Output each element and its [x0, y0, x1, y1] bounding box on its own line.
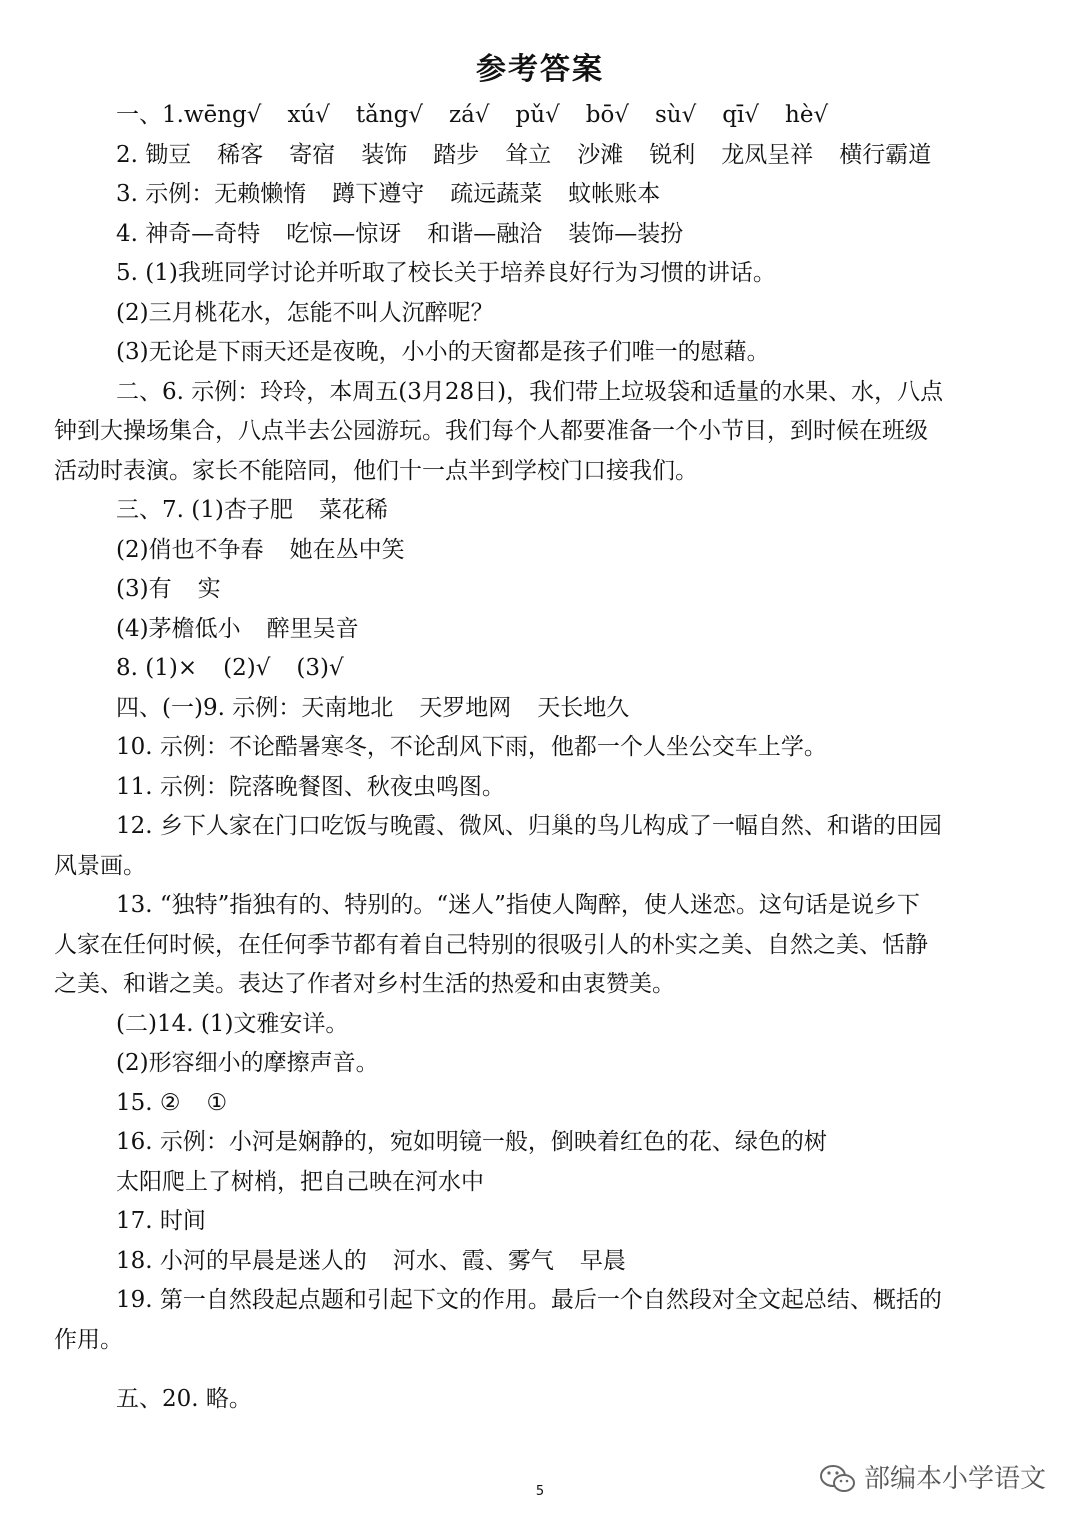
answer-segment: 活动时表演。家长不能陪同，他们十一点半到学校门口接我们。: [54, 457, 698, 484]
answer-segment: 装饰: [361, 141, 408, 168]
answer-segment: pǔ√: [515, 102, 560, 128]
answer-segment: bō√: [585, 102, 629, 128]
answer-segment: 菜花稀: [318, 497, 388, 523]
answer-segment: 11. 示例：院落晚餐图、秋夜虫鸣图。: [116, 773, 505, 800]
answer-segment: 10. 示例：不论酷暑寒冬，不论刮风下雨，他都一个人坐公交车上学。: [116, 734, 827, 760]
answer-line: [54, 728, 1029, 768]
answer-segment: 早晨: [579, 1247, 626, 1274]
answer-segment: 和谐—融洽: [427, 220, 543, 247]
answer-segment: 太阳爬上了树梢，把自己映在河水中: [116, 1168, 484, 1195]
answer-line: [54, 807, 1029, 847]
answer-line: [54, 333, 1029, 373]
answer-line: [54, 294, 1029, 334]
answer-line: [54, 254, 1029, 294]
answer-segment: 天罗地网: [419, 694, 512, 721]
answer-segment: 天长地久: [537, 694, 630, 721]
wechat-icon: [818, 1462, 858, 1496]
answer-segment: ①: [206, 1089, 228, 1116]
answer-segment: 锐利: [649, 141, 696, 168]
answer-segment: (2)形容细小的摩擦声音。: [116, 1050, 379, 1076]
answer-line: [54, 175, 1029, 215]
answer-line: [54, 1281, 1029, 1321]
answer-segment: zá√: [449, 102, 490, 128]
answer-segment: 蹲下遵守: [332, 181, 425, 207]
answer-line: [54, 1084, 1029, 1124]
answer-line: [54, 1321, 1029, 1361]
answer-segment: 实: [197, 576, 221, 602]
answer-line: [54, 452, 1029, 492]
answer-segment: 19. 第一自然段起点题和引起下文的作用。最后一个自然段对全文起总结、概括的: [116, 1287, 942, 1313]
answer-segment: 装饰—装扮: [568, 220, 684, 247]
answer-line: [54, 136, 1029, 176]
answer-segment: 五、20. 略。: [116, 1386, 252, 1412]
answer-line: [54, 1380, 1029, 1420]
answer-segment: 醉里吴音: [266, 615, 359, 642]
answer-segment: 她在丛中笑: [289, 536, 405, 563]
answer-segment: 作用。: [54, 1326, 123, 1353]
answer-segment: 5. (1)我班同学讨论并听取了校长关于培养良好行为习惯的讲话。: [116, 260, 776, 286]
answer-segment: 17. 时间: [116, 1208, 206, 1234]
answer-segment: sù√: [654, 102, 697, 128]
answer-segment: 2. 锄豆: [116, 141, 192, 168]
answer-line: [54, 412, 1029, 452]
answer-line: [54, 649, 1029, 689]
answer-segment: 18. 小河的早晨是迷人的: [116, 1247, 367, 1274]
answer-segment: 4. 神奇—奇特: [116, 220, 261, 247]
answer-segment: (3)有: [116, 576, 172, 602]
answer-segment: 8. (1)×: [116, 655, 198, 681]
answer-segment: 二、6. 示例：玲玲，本周五(3月28日)，我们带上垃圾袋和适量的水果、水，八点: [116, 378, 944, 405]
answer-segment: 钟到大操场集合，八点半去公园游玩。我们每个人都要准备一个小节目，到时候在班级: [54, 418, 928, 444]
answer-line: [54, 1242, 1029, 1282]
answer-segment: 风景画。: [54, 852, 146, 879]
answer-line: [54, 847, 1029, 887]
answer-segment: 3. 示例：无赖懒惰: [116, 181, 307, 207]
watermark-text: 部编本小学语文: [863, 1464, 1046, 1494]
answer-line: [54, 1202, 1029, 1242]
page-title: 参考答案: [476, 52, 604, 87]
answer-segment: hè√: [785, 102, 829, 128]
answer-line: [54, 531, 1029, 571]
answer-segment: 踏步: [433, 141, 480, 168]
answer-segment: (2)俏也不争春: [116, 536, 264, 563]
answer-segment: 一、1.wēng√: [116, 102, 262, 128]
answer-body: [54, 96, 1029, 1420]
answer-segment: 横行霸道: [839, 141, 932, 168]
spacer: [54, 1360, 1029, 1380]
answer-segment: 龙凤呈祥: [721, 141, 814, 168]
answer-segment: (二)14. (1)文雅安详。: [116, 1010, 349, 1037]
answer-segment: 沙滩: [577, 141, 624, 168]
page-number: 5: [535, 1484, 545, 1499]
answer-segment: (3)无论是下雨天还是夜晚，小小的天窗都是孩子们唯一的慰藉。: [116, 339, 770, 365]
answer-line: [54, 1005, 1029, 1045]
answer-segment: 蚊帐账本: [568, 181, 661, 207]
answer-segment: (4)茅檐低小: [116, 615, 241, 642]
answer-line: [54, 373, 1029, 413]
answer-segment: 人家在任何时候，在任何季节都有着自己特别的很吸引人的朴实之美、自然之美、恬静: [54, 931, 928, 958]
answer-segment: 12. 乡下人家在门口吃饭与晚霞、微风、归巢的鸟儿构成了一幅自然、和谐的田园: [116, 813, 942, 839]
answer-line: [54, 610, 1029, 650]
answer-line: [54, 96, 1029, 136]
answer-segment: 15. ②: [116, 1089, 181, 1116]
answer-segment: 疏远蔬菜: [450, 181, 543, 207]
answer-line: [54, 926, 1029, 966]
answer-line: [54, 1044, 1029, 1084]
answer-line: [54, 491, 1029, 531]
answer-segment: 耸立: [505, 141, 552, 168]
answer-line: [54, 886, 1029, 926]
watermark: [818, 1462, 1046, 1496]
answer-line: [54, 570, 1029, 610]
answer-line: [54, 215, 1029, 255]
answer-segment: 之美、和谐之美。表达了作者对乡村生活的热爱和由衷赞美。: [54, 971, 675, 997]
answer-line: [54, 1163, 1029, 1203]
answer-segment: 四、(一)9. 示例：天南地北: [116, 694, 394, 721]
answer-segment: 16. 示例：小河是娴静的，宛如明镜一般，倒映着红色的花、绿色的树: [116, 1129, 827, 1155]
answer-segment: 稀客: [217, 141, 264, 168]
answer-segment: 寄宿: [289, 141, 336, 168]
answer-segment: (2)三月桃花水，怎能不叫人沉醉呢？: [116, 299, 494, 326]
answer-line: [54, 689, 1029, 729]
answer-segment: (3)√: [296, 655, 344, 681]
answer-segment: 三、7. (1)杏子肥: [116, 497, 293, 523]
answer-segment: 河水、霞、雾气: [392, 1247, 554, 1274]
answer-segment: qī√: [722, 102, 760, 128]
answer-line: [54, 768, 1029, 808]
answer-segment: 13. “独特”指独有的、特别的。“迷人”指使人陶醉，使人迷恋。这句话是说乡下: [116, 892, 920, 918]
answer-segment: tǎng√: [355, 102, 424, 128]
answer-segment: 吃惊—惊讶: [286, 220, 402, 247]
answer-segment: (2)√: [223, 655, 271, 681]
answer-line: [54, 965, 1029, 1005]
answer-line: [54, 1123, 1029, 1163]
answer-segment: xú√: [287, 102, 330, 128]
